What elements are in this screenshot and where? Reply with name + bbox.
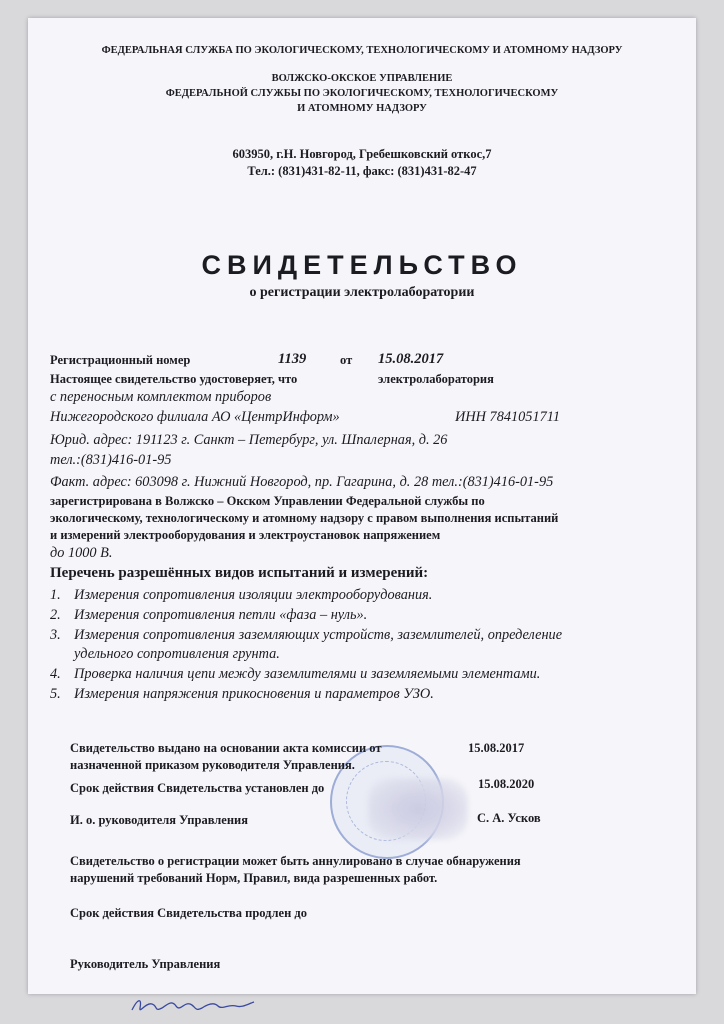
- registration-number: 1139: [278, 351, 307, 367]
- test-item-4: [50, 666, 540, 683]
- test-item-number: 1.: [50, 587, 61, 603]
- test-item-number: 4.: [50, 666, 61, 682]
- agency-header: ФЕДЕРАЛЬНАЯ СЛУЖБА ПО ЭКОЛОГИЧЕСКОМУ, ТЕХНОЛОГИЧЕСКОМУ И АТОМНОМУ НАДЗОРУ: [101, 45, 623, 56]
- registration-text-1: зарегистрирована в Волжско – Окском Управлении Федеральной службы по: [50, 494, 485, 508]
- annulment-note-1: Свидетельство о регистрации может быть аннулировано в случае обнаружения: [70, 854, 521, 868]
- certifies-label: Настоящее свидетельство удостоверяет, что: [50, 372, 298, 386]
- document-title: СВИДЕТЕЛЬСТВО: [201, 250, 523, 280]
- legal-address: Юрид. адрес: 191123 г. Санкт – Петербург, ул. Шпалерная, д. 26: [50, 432, 448, 448]
- agency-phones: Тел.: (831)431-82-11, факс: (831)431-82-47: [247, 164, 477, 178]
- issued-date: 15.08.2017: [468, 741, 525, 755]
- registration-text-3: и измерений электрооборудования и электроустановок напряжением: [50, 528, 441, 542]
- test-item-5: [50, 686, 434, 703]
- issued-basis: Свидетельство выдано на основании акта комиссии от: [70, 741, 382, 755]
- validity-date: 15.08.2020: [478, 777, 535, 791]
- test-item-text: Измерения напряжения прикосновения и параметров УЗО.: [74, 686, 434, 702]
- test-item-text: Измерения сопротивления изоляции электрооборудования.: [74, 587, 433, 603]
- legal-phone: тел.:(831)416-01-95: [50, 452, 172, 468]
- acting-head-title: И. о. руководителя Управления: [70, 813, 249, 827]
- department-line-3: И АТОМНОМУ НАДЗОРУ: [297, 103, 427, 114]
- test-item-3-continued: удельного сопротивления грунта.: [74, 646, 280, 662]
- test-item-text: Измерения сопротивления заземляющих устройств, заземлителей, определение: [74, 627, 563, 643]
- annulment-note-2: нарушений требований Норм, Правил, вида разрешенных работ.: [70, 871, 438, 885]
- handwritten-signature: [128, 992, 258, 1018]
- test-item-number: 3.: [50, 627, 61, 643]
- certifies-value: электролаборатория: [378, 372, 494, 386]
- extension-label: Срок действия Свидетельства продлен до: [70, 906, 307, 920]
- document-subtitle: о регистрации электролаборатории: [249, 285, 475, 300]
- registration-number-label: Регистрационный номер: [50, 353, 191, 367]
- test-item-3: [50, 627, 562, 644]
- organization-line: Нижегородского филиала АО «ЦентрИнформ»: [50, 409, 340, 425]
- department-line-1: ВОЛЖСКО-ОКСКОЕ УПРАВЛЕНИЕ: [271, 73, 453, 84]
- registration-text-2: экологическому, технологическому и атомному надзору с правом выполнения испытаний: [50, 511, 559, 525]
- head-title: Руководитель Управления: [70, 957, 221, 971]
- test-item-text: Проверка наличия цепи между заземлителями и заземляемыми элементами.: [74, 666, 541, 682]
- redacted-signature: [368, 778, 468, 840]
- test-item-2: [50, 607, 367, 624]
- test-item-number: 5.: [50, 686, 61, 702]
- registration-date: 15.08.2017: [378, 351, 444, 367]
- equipment-line: с переносным комплектом приборов: [50, 389, 272, 405]
- inn-value: ИНН 7841051711: [455, 409, 560, 425]
- validity-label: Срок действия Свидетельства установлен до: [70, 781, 325, 795]
- test-item-1: [50, 587, 432, 604]
- test-item-text: Измерения сопротивления петли «фаза – нуль».: [74, 607, 368, 623]
- department-line-2: ФЕДЕРАЛЬНОЙ СЛУЖБЫ ПО ЭКОЛОГИЧЕСКОМУ, ТЕХНОЛОГИЧЕСКОМУ: [165, 88, 559, 99]
- voltage-limit: до 1000 В.: [50, 545, 113, 561]
- actual-address: Факт. адрес: 603098 г. Нижний Новгород, пр. Гагарина, д. 28 тел.:(831)416-01-95: [50, 474, 554, 490]
- issued-order: назначенной приказом руководителя Управления.: [70, 758, 355, 772]
- signer-name: С. А. Усков: [477, 811, 541, 825]
- tests-list-title: Перечень разрешённых видов испытаний и измерений:: [50, 565, 429, 581]
- registration-from-label: от: [340, 353, 353, 367]
- agency-address: 603950, г.Н. Новгород, Гребешковский откос,7: [232, 147, 492, 161]
- test-item-number: 2.: [50, 607, 61, 623]
